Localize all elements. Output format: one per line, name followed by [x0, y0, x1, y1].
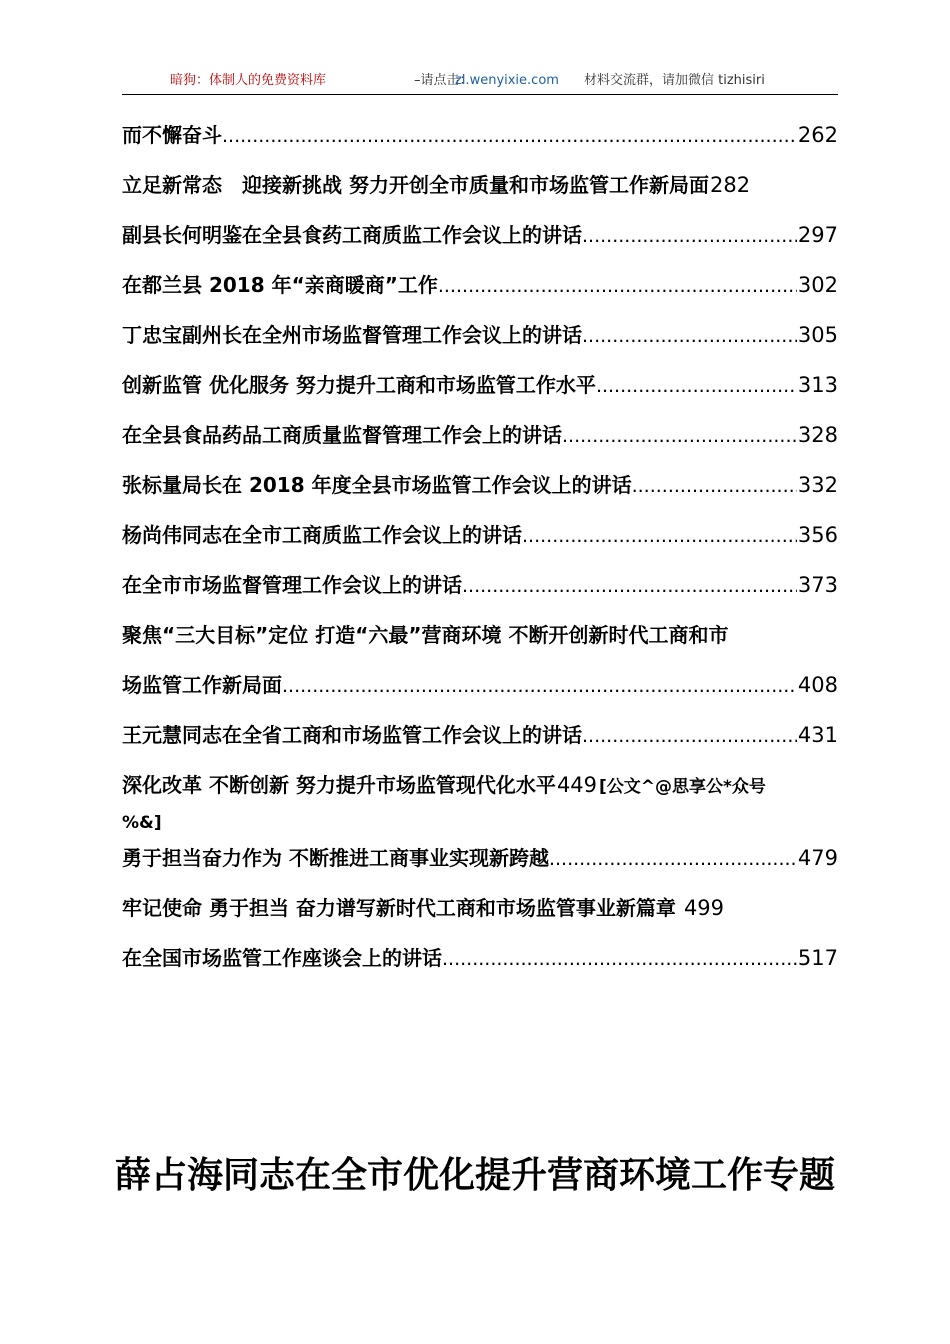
toc-leader-dots: [582, 321, 797, 351]
toc-leader-dots: [632, 471, 797, 501]
toc-entry-title: 立足新常态 迎接新挑战 努力开创全市质量和市场监管工作新局面: [122, 173, 709, 197]
toc-entry-page: 499: [683, 896, 725, 920]
toc-entry-title: 深化改革 不断创新 努力提升市场监管现代化水平: [122, 773, 556, 797]
toc-leader-dots: [438, 271, 797, 301]
toc-entry-title: %&]: [122, 813, 162, 833]
section-title: 薛占海同志在全市优化提升营商环境工作专题: [114, 1154, 835, 1196]
toc-leader-dots: [582, 721, 797, 751]
toc-entry[interactable]: [122, 120, 838, 150]
header-wechat-note: 材料交流群，请加微信 tizhisiri: [584, 73, 765, 88]
toc-entry[interactable]: [122, 570, 838, 600]
toc-entry-page: 302: [797, 273, 838, 297]
toc-entry-title: 王元慧同志在全省工商和市场监管工作会议上的讲话: [122, 723, 582, 747]
toc-entry-page: 332: [797, 473, 838, 497]
toc-entry[interactable]: [122, 220, 838, 250]
toc-entry[interactable]: [122, 843, 838, 873]
toc-entry-title: 勇于担当奋力作为 不断推进工商事业实现新跨越: [122, 846, 549, 870]
toc-entry-title: 在全市市场监督管理工作会议上的讲话: [122, 573, 462, 597]
toc-entry-title: 聚焦“三大目标”定位 打造“六最”营商环境 不断开创新时代工商和市: [122, 623, 729, 647]
toc-entry[interactable]: [122, 670, 838, 700]
toc-leader-dots: [522, 521, 797, 551]
header-click-label: –请点击：: [414, 73, 473, 88]
toc-entry-title: 在都兰县 2018 年“亲商暖商”工作: [122, 273, 438, 297]
toc-entry[interactable]: [122, 170, 838, 200]
toc-entry-page: 282: [709, 173, 751, 197]
toc-entry[interactable]: [122, 893, 838, 923]
toc-entry[interactable]: [122, 720, 838, 750]
toc-watermark-tag: [公文^@思享公*众号: [599, 777, 766, 797]
toc-entry[interactable]: [122, 943, 838, 973]
toc-leader-dots: [549, 844, 797, 874]
toc-entry-title: 在全县食品药品工商质量监督管理工作会上的讲话: [122, 423, 562, 447]
toc-entry-page: 479: [797, 846, 838, 870]
page-header: [122, 72, 838, 95]
toc-leader-dots: [222, 121, 797, 151]
toc-entry-page: 328: [797, 423, 838, 447]
toc-leader-dots: [442, 944, 797, 974]
toc-entry[interactable]: [122, 620, 838, 650]
toc-entry-page: 356: [797, 523, 838, 547]
toc-entry-page: 262: [797, 123, 838, 147]
toc-entry-title: 在全国市场监管工作座谈会上的讲话: [122, 946, 442, 970]
header-brand: 暗狗：体制人的免费资料库: [170, 73, 327, 88]
toc-entry-page: 517: [797, 946, 838, 970]
toc-entry-title: 牢记使命 勇于担当 奋力谱写新时代工商和市场监管事业新篇章: [122, 896, 676, 920]
toc-entry[interactable]: [122, 470, 838, 500]
toc-entry-page: 297: [797, 223, 838, 247]
toc-entry-title: 而不懈奋斗: [122, 123, 222, 147]
toc-entry-title: 杨尚伟同志在全市工商质监工作会议上的讲话: [122, 523, 522, 547]
toc-entry-page: 313: [797, 373, 838, 397]
header-url-link[interactable]: zl.wenyixie.com: [455, 73, 559, 88]
toc-entry-title: 场监管工作新局面: [122, 673, 282, 697]
toc-entry[interactable]: [122, 370, 838, 400]
toc-entry-page: 373: [797, 573, 838, 597]
toc-entry[interactable]: [122, 420, 838, 450]
toc-leader-dots: [282, 671, 797, 701]
toc-entry-page: 431: [797, 723, 838, 747]
toc-entry-title: 丁忠宝副州长在全州市场监督管理工作会议上的讲话: [122, 323, 582, 347]
toc-entry[interactable]: [122, 520, 838, 550]
toc-leader-dots: [462, 571, 797, 601]
toc-entry-title: 张标量局长在 2018 年度全县市场监管工作会议上的讲话: [122, 473, 632, 497]
toc-leader-dots: [562, 421, 797, 451]
toc-entry-title: 创新监管 优化服务 努力提升工商和市场监管工作水平: [122, 373, 596, 397]
toc-leader-dots: [596, 371, 797, 401]
toc-entry[interactable]: [122, 320, 838, 350]
toc-entry[interactable]: [122, 770, 838, 800]
toc-entry[interactable]: [122, 808, 838, 838]
toc-leader-dots: [582, 221, 797, 251]
toc-entry-page: 449: [556, 773, 598, 797]
toc-entry-page: 408: [797, 673, 838, 697]
toc-entry[interactable]: [122, 270, 838, 300]
toc-entry-page: 305: [797, 323, 838, 347]
toc-entry-title: 副县长何明鉴在全县食药工商质监工作会议上的讲话: [122, 223, 582, 247]
